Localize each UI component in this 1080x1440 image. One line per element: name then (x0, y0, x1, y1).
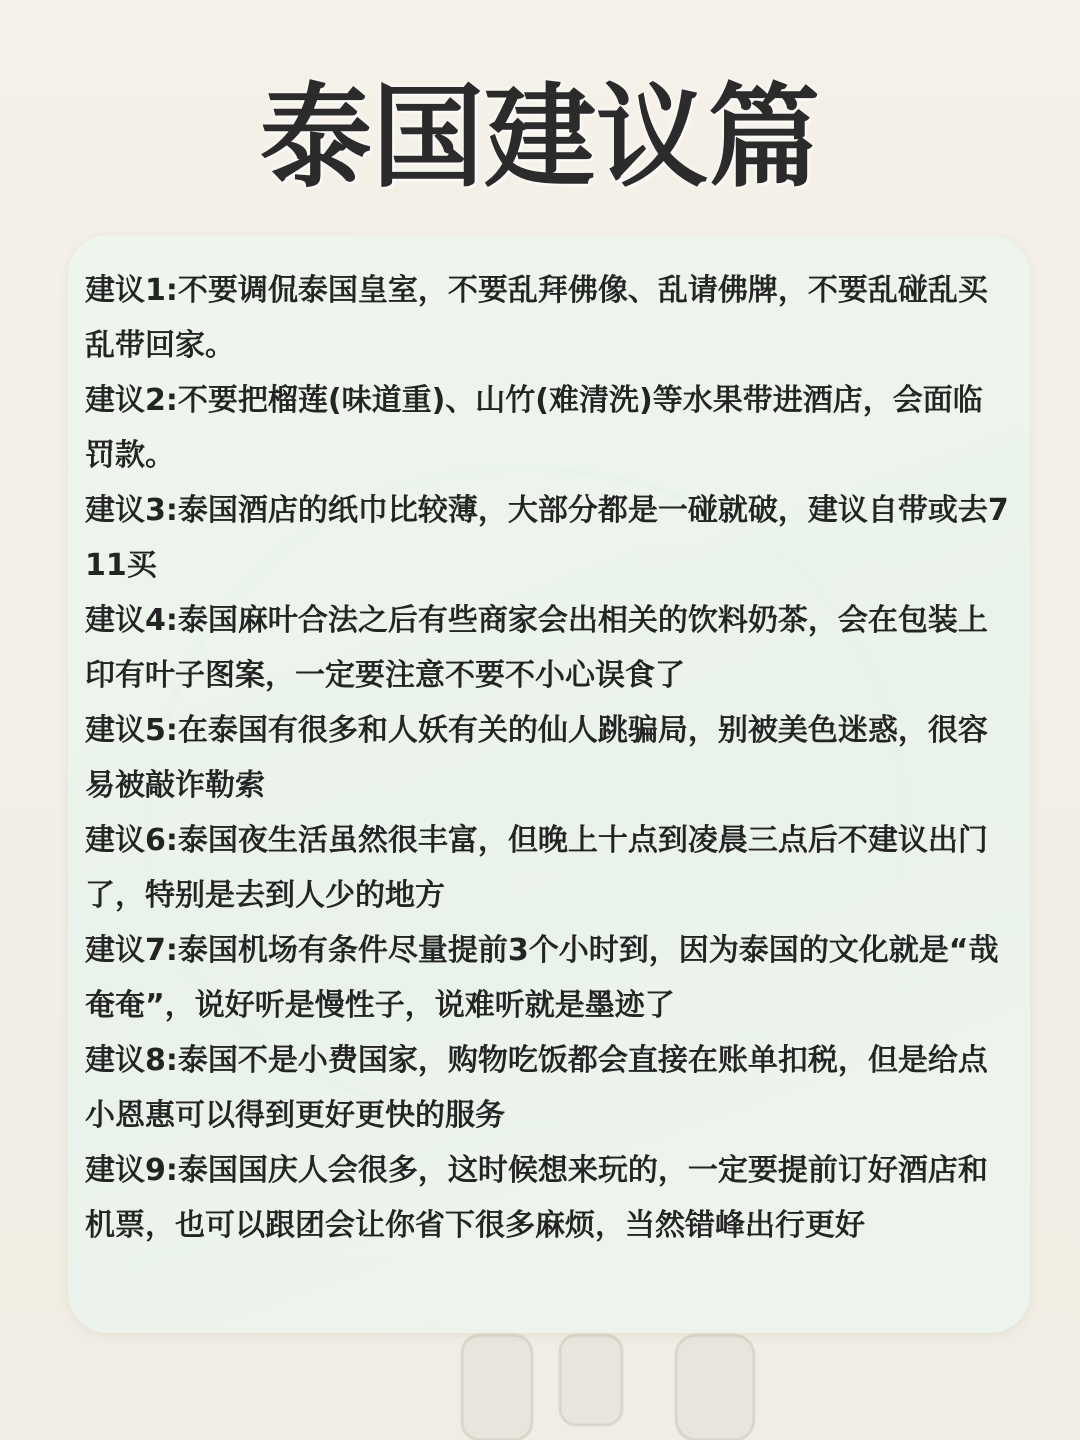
tip-item-4: 建议4:泰国麻叶合法之后有些商家会出相关的饮料奶茶，会在包装上印有叶子图案，一定要注意不要不小心误食了 (85, 603, 988, 693)
page-title: 泰国建议篇 (260, 73, 820, 203)
tip-item-2: 建议2:不要把榴莲(味道重)、山竹(难清洗)等水果带进酒店，会面临罚款。 (85, 383, 983, 473)
tip-item-8: 建议8:泰国不是小费国家，购物吃饭都会直接在账单扣税，但是给点小恩惠可以得到更好更快的服务 (85, 1043, 988, 1133)
tip-item-1: 建议1:不要调侃泰国皇室，不要乱拜佛像、乱请佛牌，不要乱碰乱买乱带回家。 (85, 273, 988, 363)
tip-item-5: 建议5:在泰国有很多和人妖有关的仙人跳骗局，别被美色迷惑，很容易被敲诈勒索 (85, 713, 988, 803)
tip-item-9: 建议9:泰国国庆人会很多，这时候想来玩的，一定要提前订好酒店和机票，也可以跟团会让你省下很多麻烦，当然错峰出行更好 (85, 1153, 988, 1243)
tips-card (68, 235, 1030, 1333)
tip-item-6: 建议6:泰国夜生活虽然很丰富，但晚上十点到凌晨三点后不建议出门了，特别是去到人少的地方 (85, 823, 988, 913)
tip-item-7: 建议7:泰国机场有条件尽量提前3个小时到，因为泰国的文化就是“哉奄奄”，说好听是慢性子，说难听就是墨迹了 (85, 933, 999, 1023)
tip-item-3: 建议3:泰国酒店的纸巾比较薄，大部分都是一碰就破，建议自带或去711买 (85, 493, 1009, 583)
